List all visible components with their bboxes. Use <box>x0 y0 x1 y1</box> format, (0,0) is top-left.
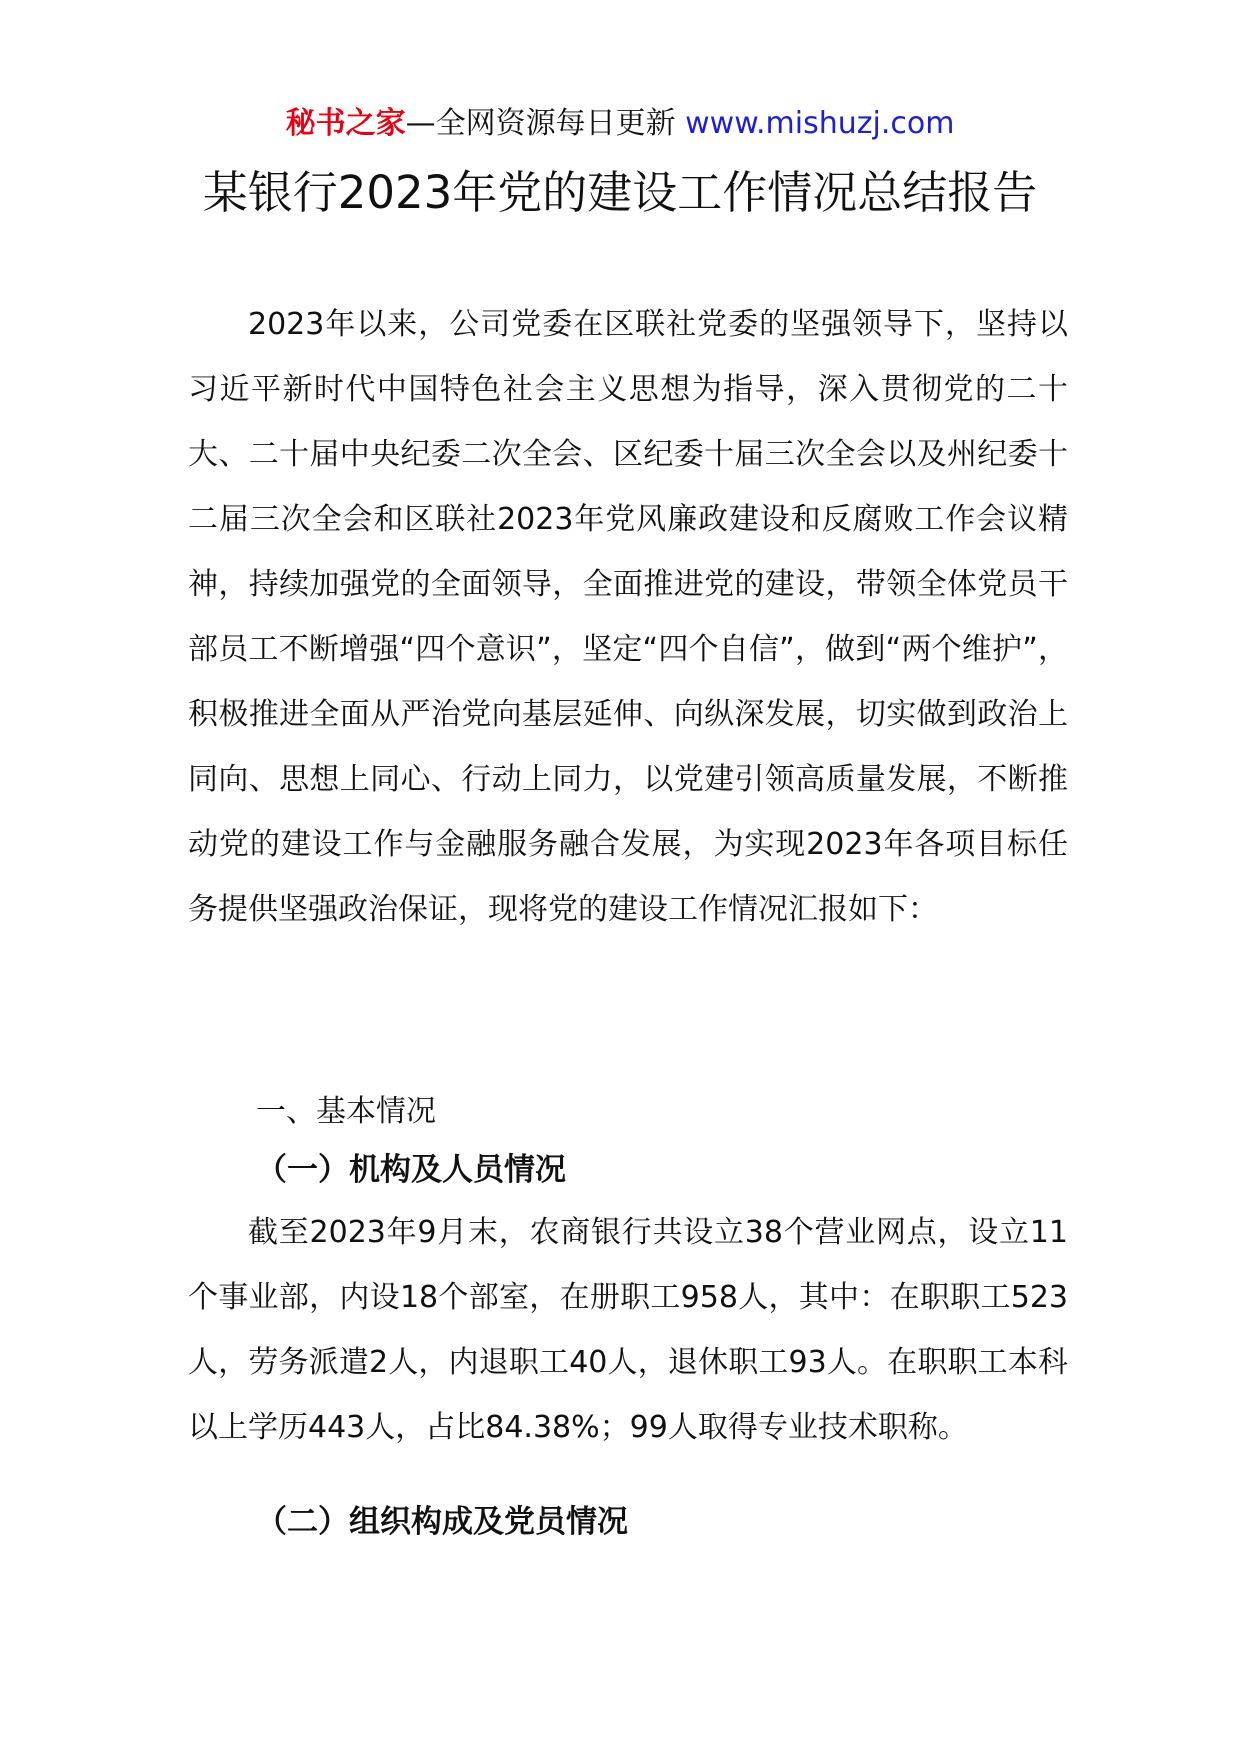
subsection-2-heading: （二）组织构成及党员情况 <box>256 1504 628 1540</box>
intro-paragraph: 2023年以来，公司党委在区联社党委的坚强领导下，坚持以习近平新时代中国特色社会主义思想为指导，深入贯彻党的二十大、二十届中央纪委二次全会、区纪委十届三次全会以及州纪委十二届三次全会和区联社2023年党风廉政建设和反腐败工作会议精神，持续加强党的全面领导，全面推进党的建设，带领全体党员干部员工不断增强“四个意识”，坚定“四个自信”，做到“两个维护”，积极推进全面从严治党向基层延伸、向纵深发展，切实做到政治上同向、思想上同心、行动上同力，以党建引领高质量发展，不断推动党的建设工作与金融服务融合发展，为实现2023年各项目标任务提供坚强政治保证，现将党的建设工作情况汇报如下： <box>188 307 1068 927</box>
document-title: 某银行2023年党的建设工作情况总结报告 <box>202 166 1038 219</box>
site-url-link[interactable]: www.mishuzj.com <box>685 106 955 141</box>
section-1-heading: 一、基本情况 <box>256 1094 436 1129</box>
subsection-1-paragraph: 截至2023年9月末，农商银行共设立38个营业网点，设立11个事业部，内设18个部室，在册职工958人，其中：在职职工523人，劳务派遣2人，内退职工40人，退休职工93人。在职职工本科以上学历443人，占比84.38%；99人取得专业技术职称。 <box>188 1215 1068 1445</box>
header-tagline: —全网资源每日更新 <box>405 106 686 141</box>
site-header <box>0 102 1240 146</box>
brand-name: 秘书之家 <box>285 106 406 141</box>
subsection-1-heading: （一）机构及人员情况 <box>256 1152 566 1188</box>
subsection-1-body <box>188 1200 1068 1460</box>
intro-section <box>188 292 1068 942</box>
